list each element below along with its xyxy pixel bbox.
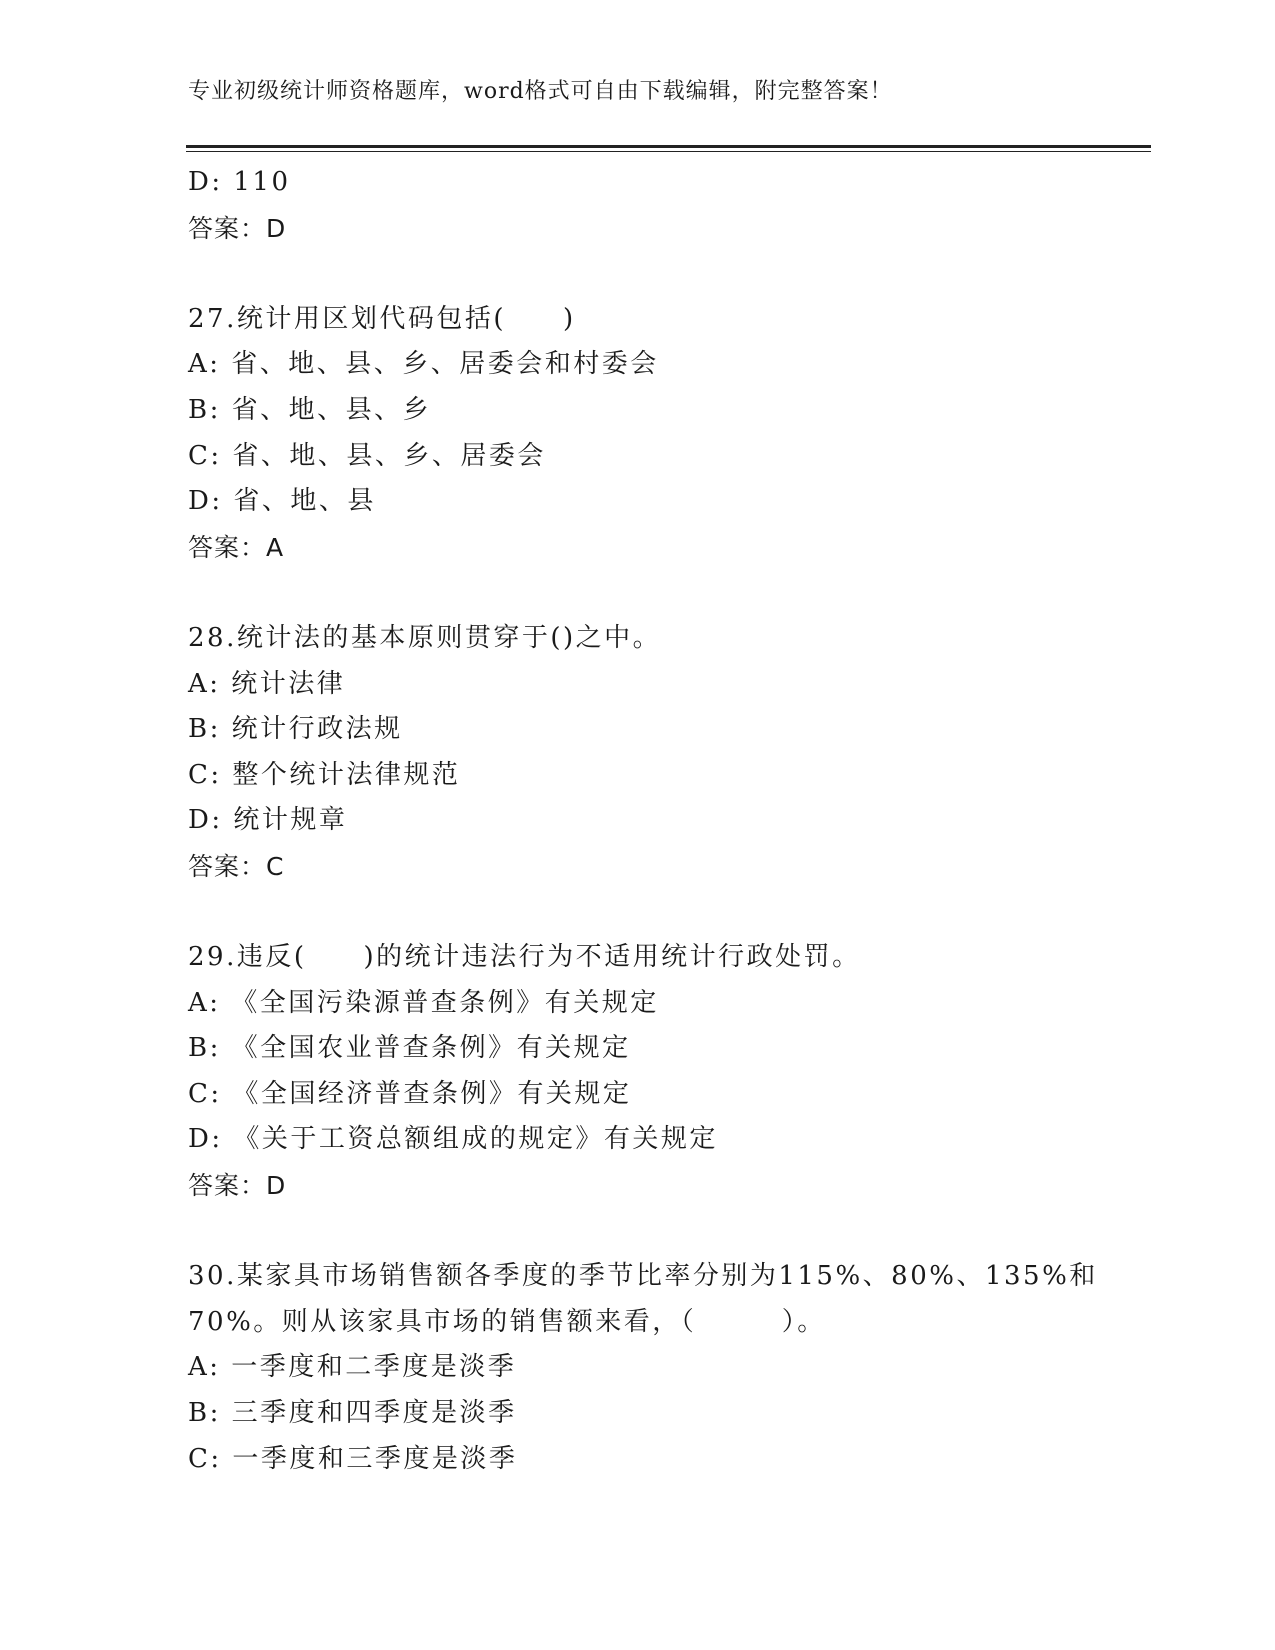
spacer xyxy=(188,570,1148,616)
q29-option-b: B: 《全国农业普查条例》有关规定 xyxy=(188,1033,631,1064)
page-header: 专业初级统计师资格题库，word格式可自由下载编辑，附完整答案！ xyxy=(188,79,893,104)
q27-option-a: A: 省、地、县、乡、居委会和村委会 xyxy=(188,349,659,380)
q28-option-d: D: 统计规章 xyxy=(188,805,348,836)
q30-stem-line1: 30.某家具市场销售额各季度的季节比率分别为115%、80%、135%和 xyxy=(188,1261,1098,1292)
q27-option-d: D: 省、地、县 xyxy=(188,486,376,517)
q27-answer: 答案：A xyxy=(188,532,285,562)
q29-option-d: D: 《关于工资总额组成的规定》有关规定 xyxy=(188,1124,718,1155)
q28-option-c: C: 整个统计法律规范 xyxy=(188,759,461,790)
spacer xyxy=(188,1209,1148,1255)
q29-stem: 29.违反( )的统计违法行为不适用统计行政处罚。 xyxy=(188,942,861,973)
q29-answer: 答案：D xyxy=(188,1171,287,1201)
q27-option-b: B: 省、地、县、乡 xyxy=(188,394,432,425)
header-rule-thick xyxy=(186,145,1151,148)
q30-option-a: A: 一季度和二季度是淡季 xyxy=(188,1352,517,1383)
q30-stem-line2: 70%。则从该家具市场的销售额来看，（ ）。 xyxy=(188,1306,826,1337)
q27-option-c: C: 省、地、县、乡、居委会 xyxy=(188,440,546,471)
q26-answer: 答案：D xyxy=(188,213,287,243)
q28-answer: 答案：C xyxy=(188,851,285,881)
q27-stem: 27.统计用区划代码包括( ) xyxy=(188,303,576,334)
spacer xyxy=(188,890,1148,936)
q30-option-b: B: 三季度和四季度是淡季 xyxy=(188,1398,517,1429)
q28-option-a: A: 统计法律 xyxy=(188,668,346,699)
q29-option-a: A: 《全国污染源普查条例》有关规定 xyxy=(188,987,659,1018)
document-body xyxy=(188,160,1148,1482)
spacer xyxy=(188,251,1148,297)
q28-stem: 28.统计法的基本原则贯穿于()之中。 xyxy=(188,622,662,653)
q28-option-b: B: 统计行政法规 xyxy=(188,714,403,745)
q29-option-c: C: 《全国经济普查条例》有关规定 xyxy=(188,1078,632,1109)
q30-option-c: C: 一季度和三季度是淡季 xyxy=(188,1443,518,1474)
q26-option-d: D: 110 xyxy=(188,167,291,197)
header-rule-thin xyxy=(186,151,1151,152)
